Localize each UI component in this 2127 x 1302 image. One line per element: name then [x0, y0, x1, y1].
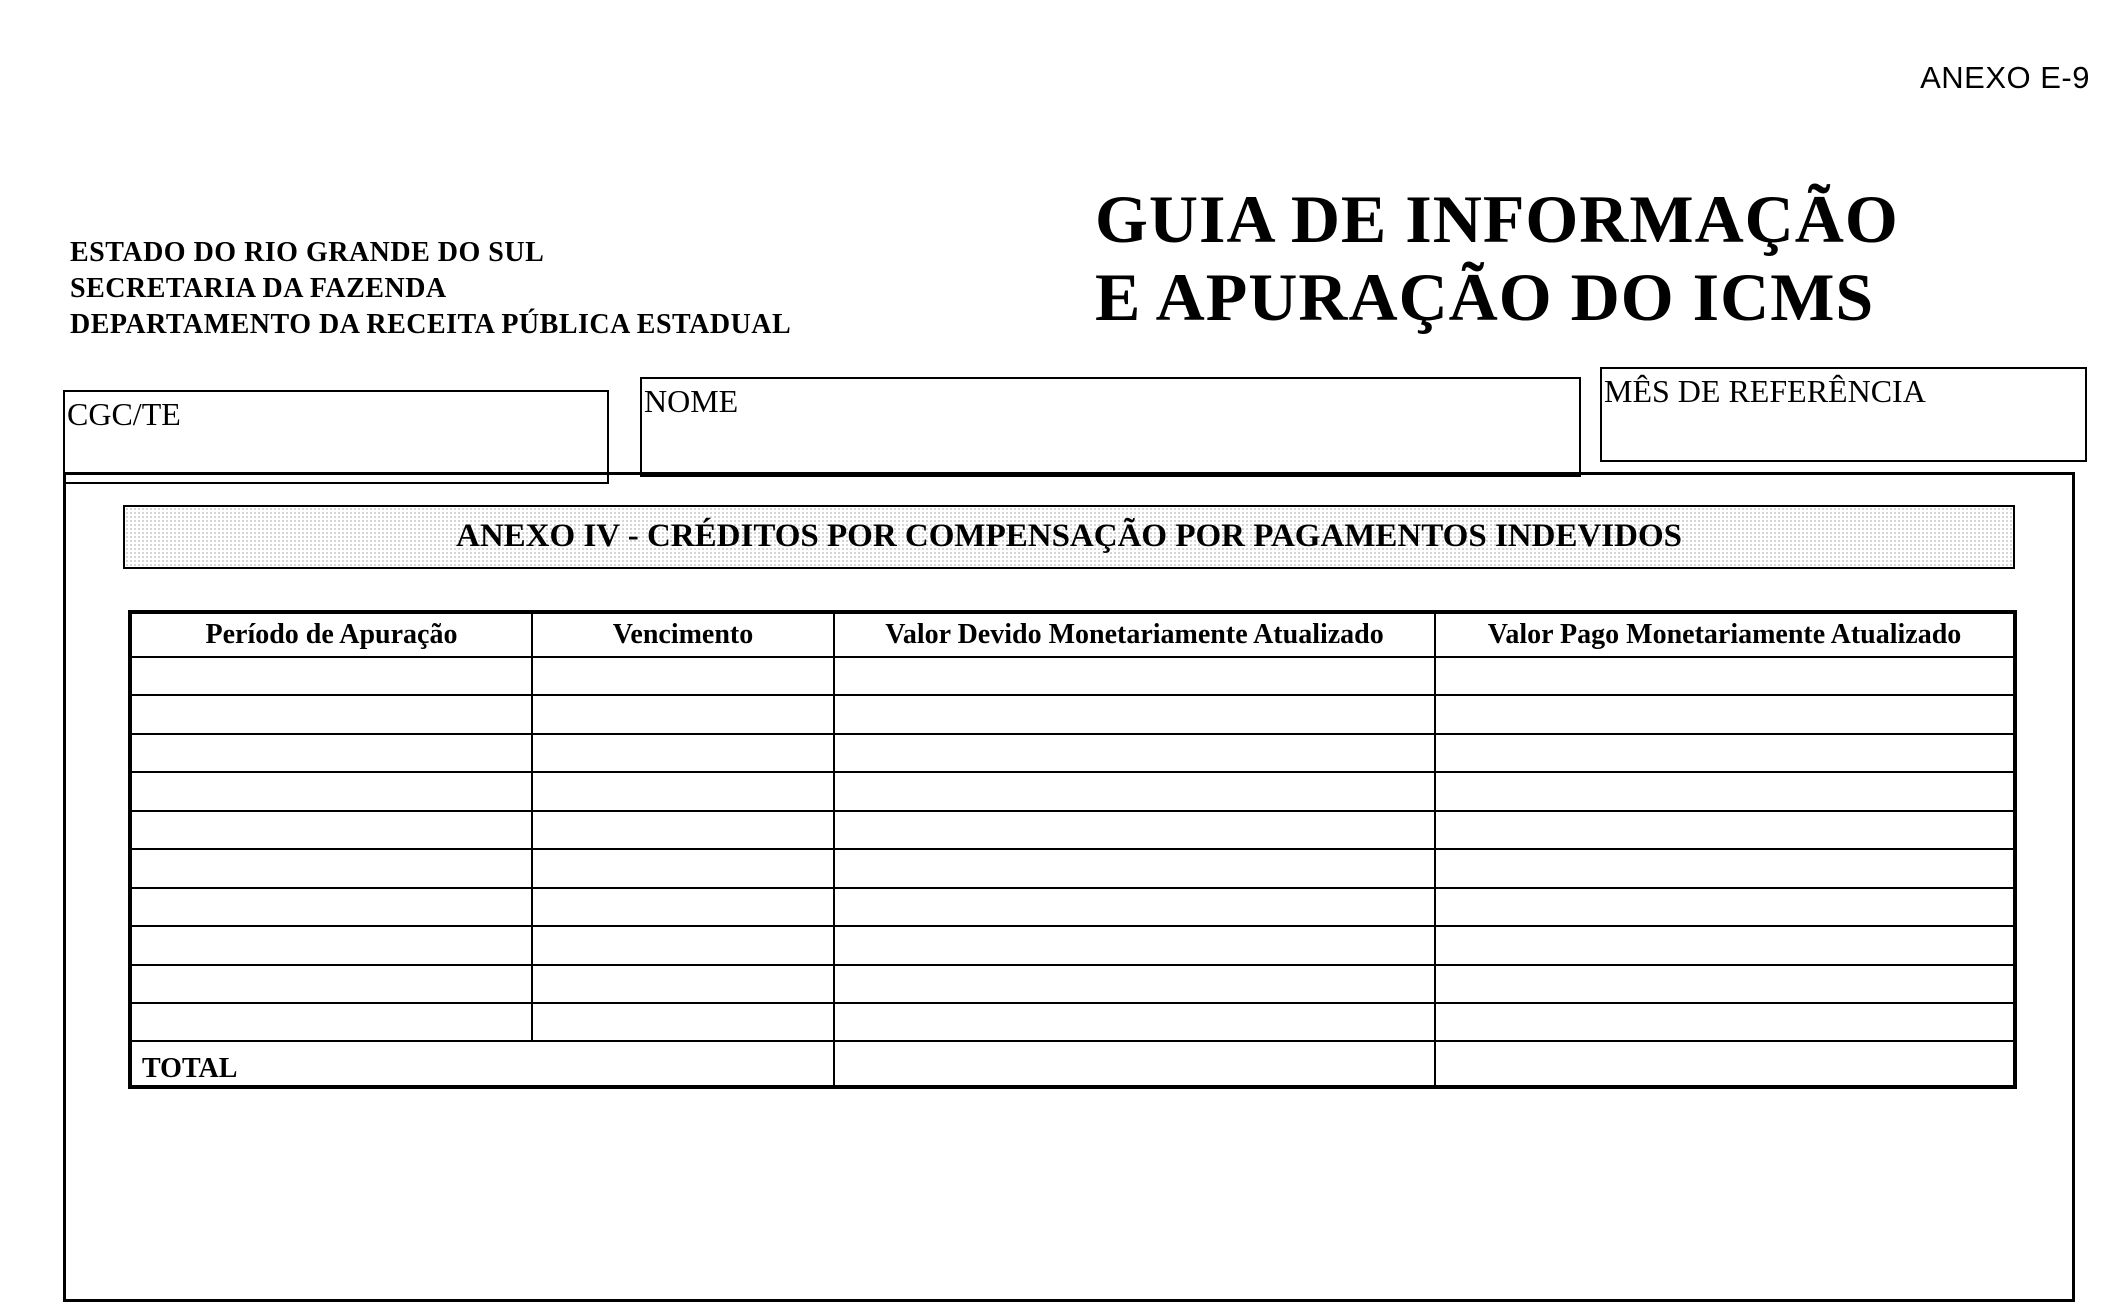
- table-row: [130, 965, 2015, 1003]
- table-row: [130, 926, 2015, 964]
- cell-vencimento[interactable]: [532, 965, 834, 1003]
- table-row: [130, 657, 2015, 695]
- cell-valor-pago[interactable]: [1435, 695, 2015, 733]
- cell-valor-pago[interactable]: [1435, 965, 2015, 1003]
- cell-valor-devido[interactable]: [834, 811, 1435, 849]
- col-valor-pago: Valor Pago Monetariamente Atualizado: [1435, 612, 2015, 657]
- section-title: ANEXO IV - CRÉDITOS POR COMPENSAÇÃO POR PAGAMENTOS INDEVIDOS: [455, 518, 1682, 554]
- page-title-line1: GUIA DE INFORMAÇÃO: [1095, 181, 1899, 257]
- cell-periodo[interactable]: [130, 926, 532, 964]
- org-header: [70, 235, 791, 343]
- cell-valor-pago[interactable]: [1435, 811, 2015, 849]
- cell-vencimento[interactable]: [532, 849, 834, 887]
- cell-valor-devido[interactable]: [834, 965, 1435, 1003]
- cell-valor-pago[interactable]: [1435, 772, 2015, 810]
- annex-code: ANEXO E-9: [1920, 60, 2090, 95]
- total-row: [130, 1041, 2015, 1087]
- section-title-box: [123, 505, 2015, 569]
- cell-vencimento[interactable]: [532, 926, 834, 964]
- cell-valor-devido[interactable]: [834, 926, 1435, 964]
- cell-periodo[interactable]: [130, 734, 532, 772]
- cell-periodo[interactable]: [130, 888, 532, 926]
- table-row: [130, 888, 2015, 926]
- nome-field[interactable]: [640, 377, 1581, 477]
- cell-valor-pago[interactable]: [1435, 1003, 2015, 1041]
- table-row: [130, 772, 2015, 810]
- cell-valor-devido[interactable]: [834, 695, 1435, 733]
- cell-valor-pago[interactable]: [1435, 734, 2015, 772]
- cell-vencimento[interactable]: [532, 695, 834, 733]
- cell-valor-pago[interactable]: [1435, 849, 2015, 887]
- cell-valor-devido[interactable]: [834, 888, 1435, 926]
- cell-periodo[interactable]: [130, 695, 532, 733]
- cell-valor-devido[interactable]: [834, 1003, 1435, 1041]
- cell-vencimento[interactable]: [532, 1003, 834, 1041]
- page-title-line2: E APURAÇÃO DO ICMS: [1095, 259, 1875, 335]
- cell-valor-devido[interactable]: [834, 734, 1435, 772]
- cell-vencimento[interactable]: [532, 772, 834, 810]
- total-label: TOTAL: [130, 1041, 834, 1087]
- col-periodo-apuracao: Período de Apuração: [130, 612, 532, 657]
- total-valor-pago[interactable]: [1435, 1041, 2015, 1087]
- cell-periodo[interactable]: [130, 1003, 532, 1041]
- cell-periodo[interactable]: [130, 657, 532, 695]
- cell-vencimento[interactable]: [532, 888, 834, 926]
- col-valor-devido: Valor Devido Monetariamente Atualizado: [834, 612, 1435, 657]
- cell-periodo[interactable]: [130, 965, 532, 1003]
- col-vencimento: Vencimento: [532, 612, 834, 657]
- cell-vencimento[interactable]: [532, 811, 834, 849]
- table-row: [130, 1003, 2015, 1041]
- table-row: [130, 849, 2015, 887]
- org-state: ESTADO DO RIO GRANDE DO SUL: [70, 237, 545, 268]
- cell-periodo[interactable]: [130, 811, 532, 849]
- total-valor-devido[interactable]: [834, 1041, 1435, 1087]
- credits-table: [128, 610, 2017, 1089]
- cell-valor-pago[interactable]: [1435, 657, 2015, 695]
- cell-vencimento[interactable]: [532, 734, 834, 772]
- cgc-field[interactable]: [63, 390, 609, 484]
- cell-periodo[interactable]: [130, 772, 532, 810]
- mes-referencia-label: MÊS DE REFERÊNCIA: [1604, 373, 1926, 409]
- cell-valor-devido[interactable]: [834, 849, 1435, 887]
- org-secretariat: SECRETARIA DA FAZENDA: [70, 273, 447, 304]
- table-row: [130, 734, 2015, 772]
- cgc-label: CGC/TE: [67, 396, 181, 432]
- table-header-row: [130, 612, 2015, 657]
- cell-valor-devido[interactable]: [834, 772, 1435, 810]
- page-title: [1095, 180, 1899, 336]
- cell-vencimento[interactable]: [532, 657, 834, 695]
- table-row: [130, 695, 2015, 733]
- cell-valor-devido[interactable]: [834, 657, 1435, 695]
- table-row: [130, 811, 2015, 849]
- cell-valor-pago[interactable]: [1435, 888, 2015, 926]
- cell-valor-pago[interactable]: [1435, 926, 2015, 964]
- mes-referencia-field[interactable]: [1600, 367, 2087, 462]
- nome-label: NOME: [644, 383, 739, 419]
- org-department: DEPARTAMENTO DA RECEITA PÚBLICA ESTADUAL: [70, 309, 792, 340]
- cell-periodo[interactable]: [130, 849, 532, 887]
